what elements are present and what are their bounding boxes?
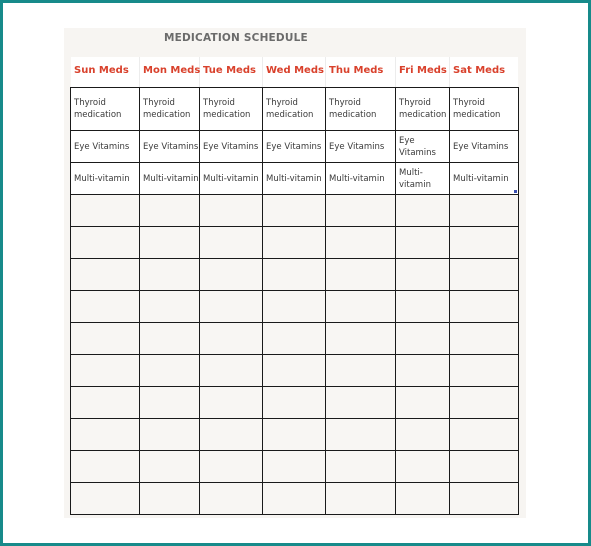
page-title: MEDICATION SCHEDULE xyxy=(164,32,308,44)
empty-table-cell[interactable] xyxy=(326,195,396,227)
empty-table-row xyxy=(71,323,519,355)
empty-table-row xyxy=(71,259,519,291)
table-cell[interactable]: Multi-vitamin xyxy=(71,163,140,195)
empty-table-cell[interactable] xyxy=(263,291,326,323)
empty-table-cell[interactable] xyxy=(326,355,396,387)
empty-table-cell[interactable] xyxy=(396,451,450,483)
empty-table-cell[interactable] xyxy=(200,291,263,323)
day-header-row xyxy=(71,57,518,87)
empty-table-cell[interactable] xyxy=(263,259,326,291)
empty-table-cell[interactable] xyxy=(326,323,396,355)
empty-table-cell[interactable] xyxy=(71,419,140,451)
empty-table-cell[interactable] xyxy=(140,323,200,355)
empty-table-cell[interactable] xyxy=(263,355,326,387)
day-header-mon: Mon Meds xyxy=(140,57,200,87)
empty-table-cell[interactable] xyxy=(450,387,519,419)
empty-table-cell[interactable] xyxy=(140,387,200,419)
empty-table-cell[interactable] xyxy=(140,419,200,451)
empty-table-cell[interactable] xyxy=(326,259,396,291)
empty-table-cell[interactable] xyxy=(396,227,450,259)
empty-table-cell[interactable] xyxy=(263,451,326,483)
empty-table-cell[interactable] xyxy=(200,451,263,483)
empty-table-cell[interactable] xyxy=(396,195,450,227)
empty-table-cell[interactable] xyxy=(71,195,140,227)
table-cell[interactable]: Eye Vitamins xyxy=(140,131,200,163)
table-cell[interactable]: Thyroid medication xyxy=(326,88,396,131)
empty-table-cell[interactable] xyxy=(450,355,519,387)
empty-table-row xyxy=(71,451,519,483)
day-header-sat: Sat Meds xyxy=(453,65,506,76)
empty-table-row xyxy=(71,483,519,515)
empty-table-row xyxy=(71,419,519,451)
empty-table-cell[interactable] xyxy=(71,323,140,355)
empty-table-cell[interactable] xyxy=(200,483,263,515)
empty-table-cell[interactable] xyxy=(450,195,519,227)
empty-table-cell[interactable] xyxy=(263,195,326,227)
empty-table-row xyxy=(71,291,519,323)
empty-table-cell[interactable] xyxy=(396,387,450,419)
empty-table-cell[interactable] xyxy=(263,323,326,355)
empty-table-cell[interactable] xyxy=(450,451,519,483)
empty-table-cell[interactable] xyxy=(140,483,200,515)
empty-table-cell[interactable] xyxy=(326,291,396,323)
schedule-body xyxy=(71,88,519,515)
day-header-tue: Tue Meds xyxy=(200,57,263,87)
day-header-fri: Fri Meds xyxy=(396,57,450,87)
table-row xyxy=(71,88,519,131)
empty-table-cell[interactable] xyxy=(200,323,263,355)
empty-table-cell[interactable] xyxy=(200,355,263,387)
table-cell[interactable]: Multi-vitamin xyxy=(450,163,519,195)
empty-table-cell[interactable] xyxy=(450,483,519,515)
empty-table-cell[interactable] xyxy=(263,419,326,451)
table-cell[interactable]: Thyroid medication xyxy=(140,88,200,131)
empty-table-cell[interactable] xyxy=(450,419,519,451)
table-cell[interactable]: Multi-vitamin xyxy=(396,163,450,195)
empty-table-cell[interactable] xyxy=(326,419,396,451)
empty-table-cell[interactable] xyxy=(200,227,263,259)
empty-table-cell[interactable] xyxy=(326,387,396,419)
empty-table-cell[interactable] xyxy=(71,483,140,515)
empty-table-cell[interactable] xyxy=(200,387,263,419)
table-cell[interactable]: Thyroid medication xyxy=(263,88,326,131)
table-cell[interactable]: Multi-vitamin xyxy=(326,163,396,195)
empty-table-cell[interactable] xyxy=(140,259,200,291)
empty-table-cell[interactable] xyxy=(326,483,396,515)
table-cell[interactable]: Multi-vitamin xyxy=(200,163,263,195)
empty-table-cell[interactable] xyxy=(326,451,396,483)
empty-table-cell[interactable] xyxy=(263,387,326,419)
table-cell[interactable]: Eye Vitamins xyxy=(200,131,263,163)
table-cell[interactable]: Multi-vitamin xyxy=(140,163,200,195)
empty-table-cell[interactable] xyxy=(396,355,450,387)
empty-table-cell[interactable] xyxy=(200,259,263,291)
empty-table-row xyxy=(71,387,519,419)
table-cell[interactable]: Eye Vitamins xyxy=(396,131,450,163)
empty-table-cell[interactable] xyxy=(140,227,200,259)
empty-table-cell[interactable] xyxy=(263,483,326,515)
empty-table-cell[interactable] xyxy=(396,483,450,515)
empty-table-row xyxy=(71,355,519,387)
empty-table-cell[interactable] xyxy=(450,323,519,355)
empty-table-cell[interactable] xyxy=(396,291,450,323)
empty-table-cell[interactable] xyxy=(140,355,200,387)
day-header-wed: Wed Meds xyxy=(263,57,326,87)
day-header-thu: Thu Meds xyxy=(326,57,396,87)
empty-table-row xyxy=(71,195,519,227)
table-cell[interactable]: Thyroid medication xyxy=(396,88,450,131)
table-cell[interactable]: Eye Vitamins xyxy=(450,131,519,163)
table-cell[interactable]: Thyroid medication xyxy=(71,88,140,131)
empty-table-cell[interactable] xyxy=(71,259,140,291)
empty-table-cell[interactable] xyxy=(396,259,450,291)
table-cell[interactable]: Thyroid medication xyxy=(200,88,263,131)
empty-table-cell[interactable] xyxy=(200,419,263,451)
schedule-table xyxy=(70,87,519,515)
table-cell[interactable]: Eye Vitamins xyxy=(71,131,140,163)
empty-table-cell[interactable] xyxy=(71,451,140,483)
empty-table-cell[interactable] xyxy=(71,291,140,323)
empty-table-cell[interactable] xyxy=(396,419,450,451)
empty-table-cell[interactable] xyxy=(450,291,519,323)
empty-table-cell[interactable] xyxy=(140,451,200,483)
table-cell[interactable]: Thyroid medication xyxy=(450,88,519,131)
empty-table-cell[interactable] xyxy=(71,227,140,259)
empty-table-cell[interactable] xyxy=(263,227,326,259)
table-cell[interactable]: Eye Vitamins xyxy=(263,131,326,163)
empty-table-cell[interactable] xyxy=(450,227,519,259)
table-row xyxy=(71,131,519,163)
empty-table-cell[interactable] xyxy=(396,323,450,355)
empty-table-cell[interactable] xyxy=(326,227,396,259)
empty-table-cell[interactable] xyxy=(71,355,140,387)
empty-table-cell[interactable] xyxy=(140,195,200,227)
day-header-sun: Sun Meds xyxy=(71,57,140,87)
empty-table-cell[interactable] xyxy=(200,195,263,227)
empty-table-row xyxy=(71,227,519,259)
empty-table-cell[interactable] xyxy=(71,387,140,419)
empty-table-cell[interactable] xyxy=(450,259,519,291)
table-row xyxy=(71,163,519,195)
table-cell[interactable]: Multi-vitamin xyxy=(263,163,326,195)
empty-table-cell[interactable] xyxy=(140,291,200,323)
table-cell[interactable]: Eye Vitamins xyxy=(326,131,396,163)
selection-handle[interactable] xyxy=(514,190,517,193)
